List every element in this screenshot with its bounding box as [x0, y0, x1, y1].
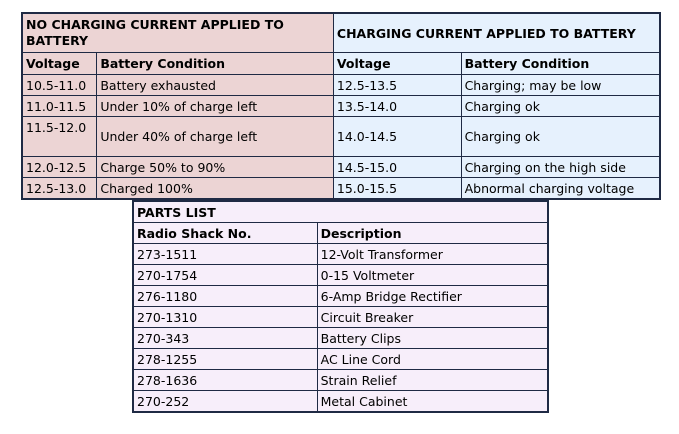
condition-header-right: Battery Condition	[461, 53, 660, 75]
voltage-cell: 12.5-13.0	[22, 178, 97, 200]
voltage-header-right: Voltage	[333, 53, 461, 75]
part-number-cell: 270-1310	[133, 307, 317, 328]
charging-header: CHARGING CURRENT APPLIED TO BATTERY	[333, 13, 660, 53]
table-row	[133, 391, 548, 413]
table-row	[133, 349, 548, 370]
table-row	[22, 75, 660, 96]
part-number-cell: 270-1754	[133, 265, 317, 286]
condition-cell: Abnormal charging voltage	[461, 178, 660, 200]
condition-cell: Charging ok	[461, 117, 660, 157]
table-row	[133, 265, 548, 286]
table-row	[133, 244, 548, 265]
condition-cell: Under 10% of charge left	[97, 96, 334, 117]
voltage-cell: 10.5-11.0	[22, 75, 97, 96]
parts-list-table	[132, 200, 549, 413]
condition-cell: Charging ok	[461, 96, 660, 117]
description-cell: Metal Cabinet	[317, 391, 548, 413]
description-cell: 12-Volt Transformer	[317, 244, 548, 265]
description-cell: Strain Relief	[317, 370, 548, 391]
description-header: Description	[317, 223, 548, 244]
description-cell: 6-Amp Bridge Rectifier	[317, 286, 548, 307]
description-cell: Circuit Breaker	[317, 307, 548, 328]
table-row	[133, 328, 548, 349]
condition-cell: Charged 100%	[97, 178, 334, 200]
part-number-cell: 270-252	[133, 391, 317, 413]
table-row	[22, 157, 660, 178]
condition-cell: Charge 50% to 90%	[97, 157, 334, 178]
part-number-cell: 270-343	[133, 328, 317, 349]
condition-cell: Under 40% of charge left	[97, 117, 334, 157]
table-row	[22, 117, 660, 157]
voltage-cell: 13.5-14.0	[333, 96, 461, 117]
condition-cell: Charging on the high side	[461, 157, 660, 178]
voltage-cell: 12.5-13.5	[333, 75, 461, 96]
description-cell: 0-15 Voltmeter	[317, 265, 548, 286]
voltage-cell: 14.5-15.0	[333, 157, 461, 178]
part-number-cell: 273-1511	[133, 244, 317, 265]
no-charging-header: NO CHARGING CURRENT APPLIED TO BATTERY	[22, 13, 333, 53]
voltage-cell: 12.0-12.5	[22, 157, 97, 178]
table-row	[133, 286, 548, 307]
voltage-cell: 15.0-15.5	[333, 178, 461, 200]
description-cell: AC Line Cord	[317, 349, 548, 370]
table-row	[22, 178, 660, 200]
part-number-header: Radio Shack No.	[133, 223, 317, 244]
description-cell: Battery Clips	[317, 328, 548, 349]
part-number-cell: 276-1180	[133, 286, 317, 307]
condition-cell: Battery exhausted	[97, 75, 334, 96]
voltage-cell: 14.0-14.5	[333, 117, 461, 157]
part-number-cell: 278-1636	[133, 370, 317, 391]
parts-list-title: PARTS LIST	[133, 201, 548, 223]
part-number-cell: 278-1255	[133, 349, 317, 370]
voltage-header-left: Voltage	[22, 53, 97, 75]
table-row	[22, 96, 660, 117]
condition-header-left: Battery Condition	[97, 53, 334, 75]
condition-cell: Charging; may be low	[461, 75, 660, 96]
battery-condition-table	[21, 12, 661, 200]
table-row	[133, 307, 548, 328]
voltage-cell: 11.0-11.5	[22, 96, 97, 117]
table-row	[133, 370, 548, 391]
voltage-cell: 11.5-12.0	[22, 117, 97, 157]
